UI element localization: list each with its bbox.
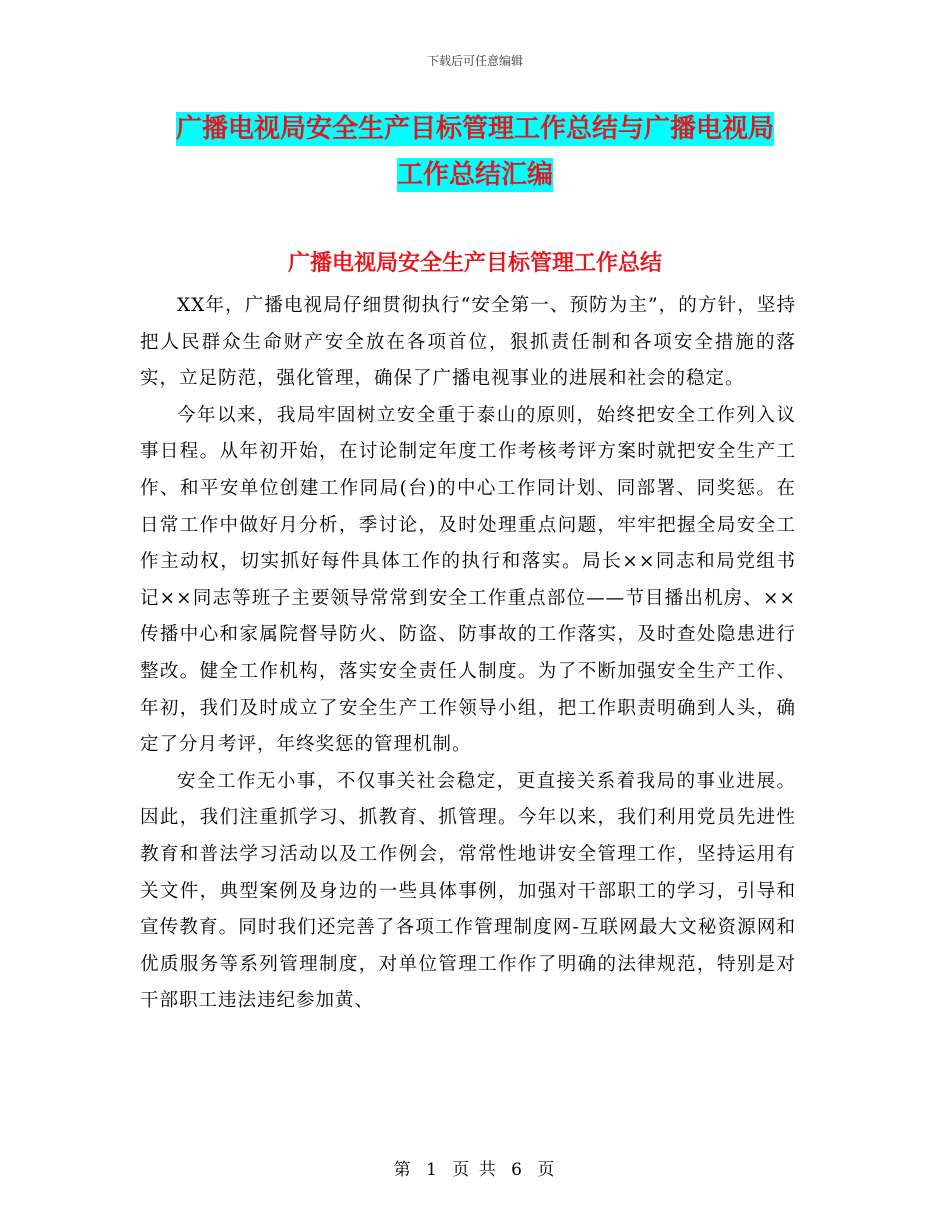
section-title: 广播电视局安全生产目标管理工作总结: [287, 251, 662, 276]
paragraph-2: 今年以来，我局牢固树立安全重于泰山的原则，始终把安全工作列入议事日程。从年初开始，在讨论制定年度工作考核考评方案时就把安全生产工作、和平安单位创建工作同局(台)的中心工作同计划、同部署、同奖惩。在日常工作中做好月分析，季讨论，及时处理重点问题，牢牢把握全局安全工作主动权，切实抓好每件具体工作的执行和落实。局长××同志和局党组书记××同志等班子主要领导常常到安全工作重点部位——节目播出机房、××传播中心和家属院督导防火、防盗、防事故的工作落实，及时查处隐患进行整改。健全工作机构，落实安全责任人制度。为了不断加强安全生产工作、年初，我们及时成立了安全生产工作领导小组，把工作职责明确到人头，确定了分月考评，年终奖惩的管理机制。: [140, 404, 796, 756]
page-footer: [0, 1155, 950, 1180]
header-note: 下载后可任意编辑: [426, 54, 523, 68]
footer-total-pages: 6: [511, 1160, 524, 1180]
paragraph-3: 安全工作无小事，不仅事关社会稳定，更直接关系着我局的事业进展。因此，我们注重抓学习、抓教育、抓管理。今年以来，我们利用党员先进性教育和普法学习活动以及工作例会，常常性地讲安全管理工作，坚持运用有关文件，典型案例及身边的一些具体事例，加强对干部职工的学习，引导和宣传教育。同时我们还完善了各项工作管理制度网-互联网最大文秘资源网和优质服务等系列管理制度，对单位管理工作作了明确的法律规范，特别是对干部职工违法违纪参加黄、: [140, 770, 796, 1012]
document-title: [140, 106, 810, 198]
document-title-line1: 广播电视局安全生产目标管理工作总结与广播电视局: [175, 114, 774, 144]
footer-mid: 页 共: [452, 1160, 498, 1180]
body-text: [140, 288, 796, 1020]
footer-page-number: 1: [426, 1160, 439, 1180]
footer-prefix: 第: [393, 1160, 413, 1180]
paragraph-1: XX年，广播电视局仔细贯彻执行“安全第一、预防为主”，的方针，坚持把人民群众生命财产安全放在各项首位，狠抓责任制和各项安全措施的落实，立足防范，强化管理，确保了广播电视事业的进展和社会的稳定。: [140, 295, 796, 390]
footer-suffix: 页: [537, 1160, 557, 1180]
document-title-line2: 工作总结汇编: [396, 160, 553, 190]
